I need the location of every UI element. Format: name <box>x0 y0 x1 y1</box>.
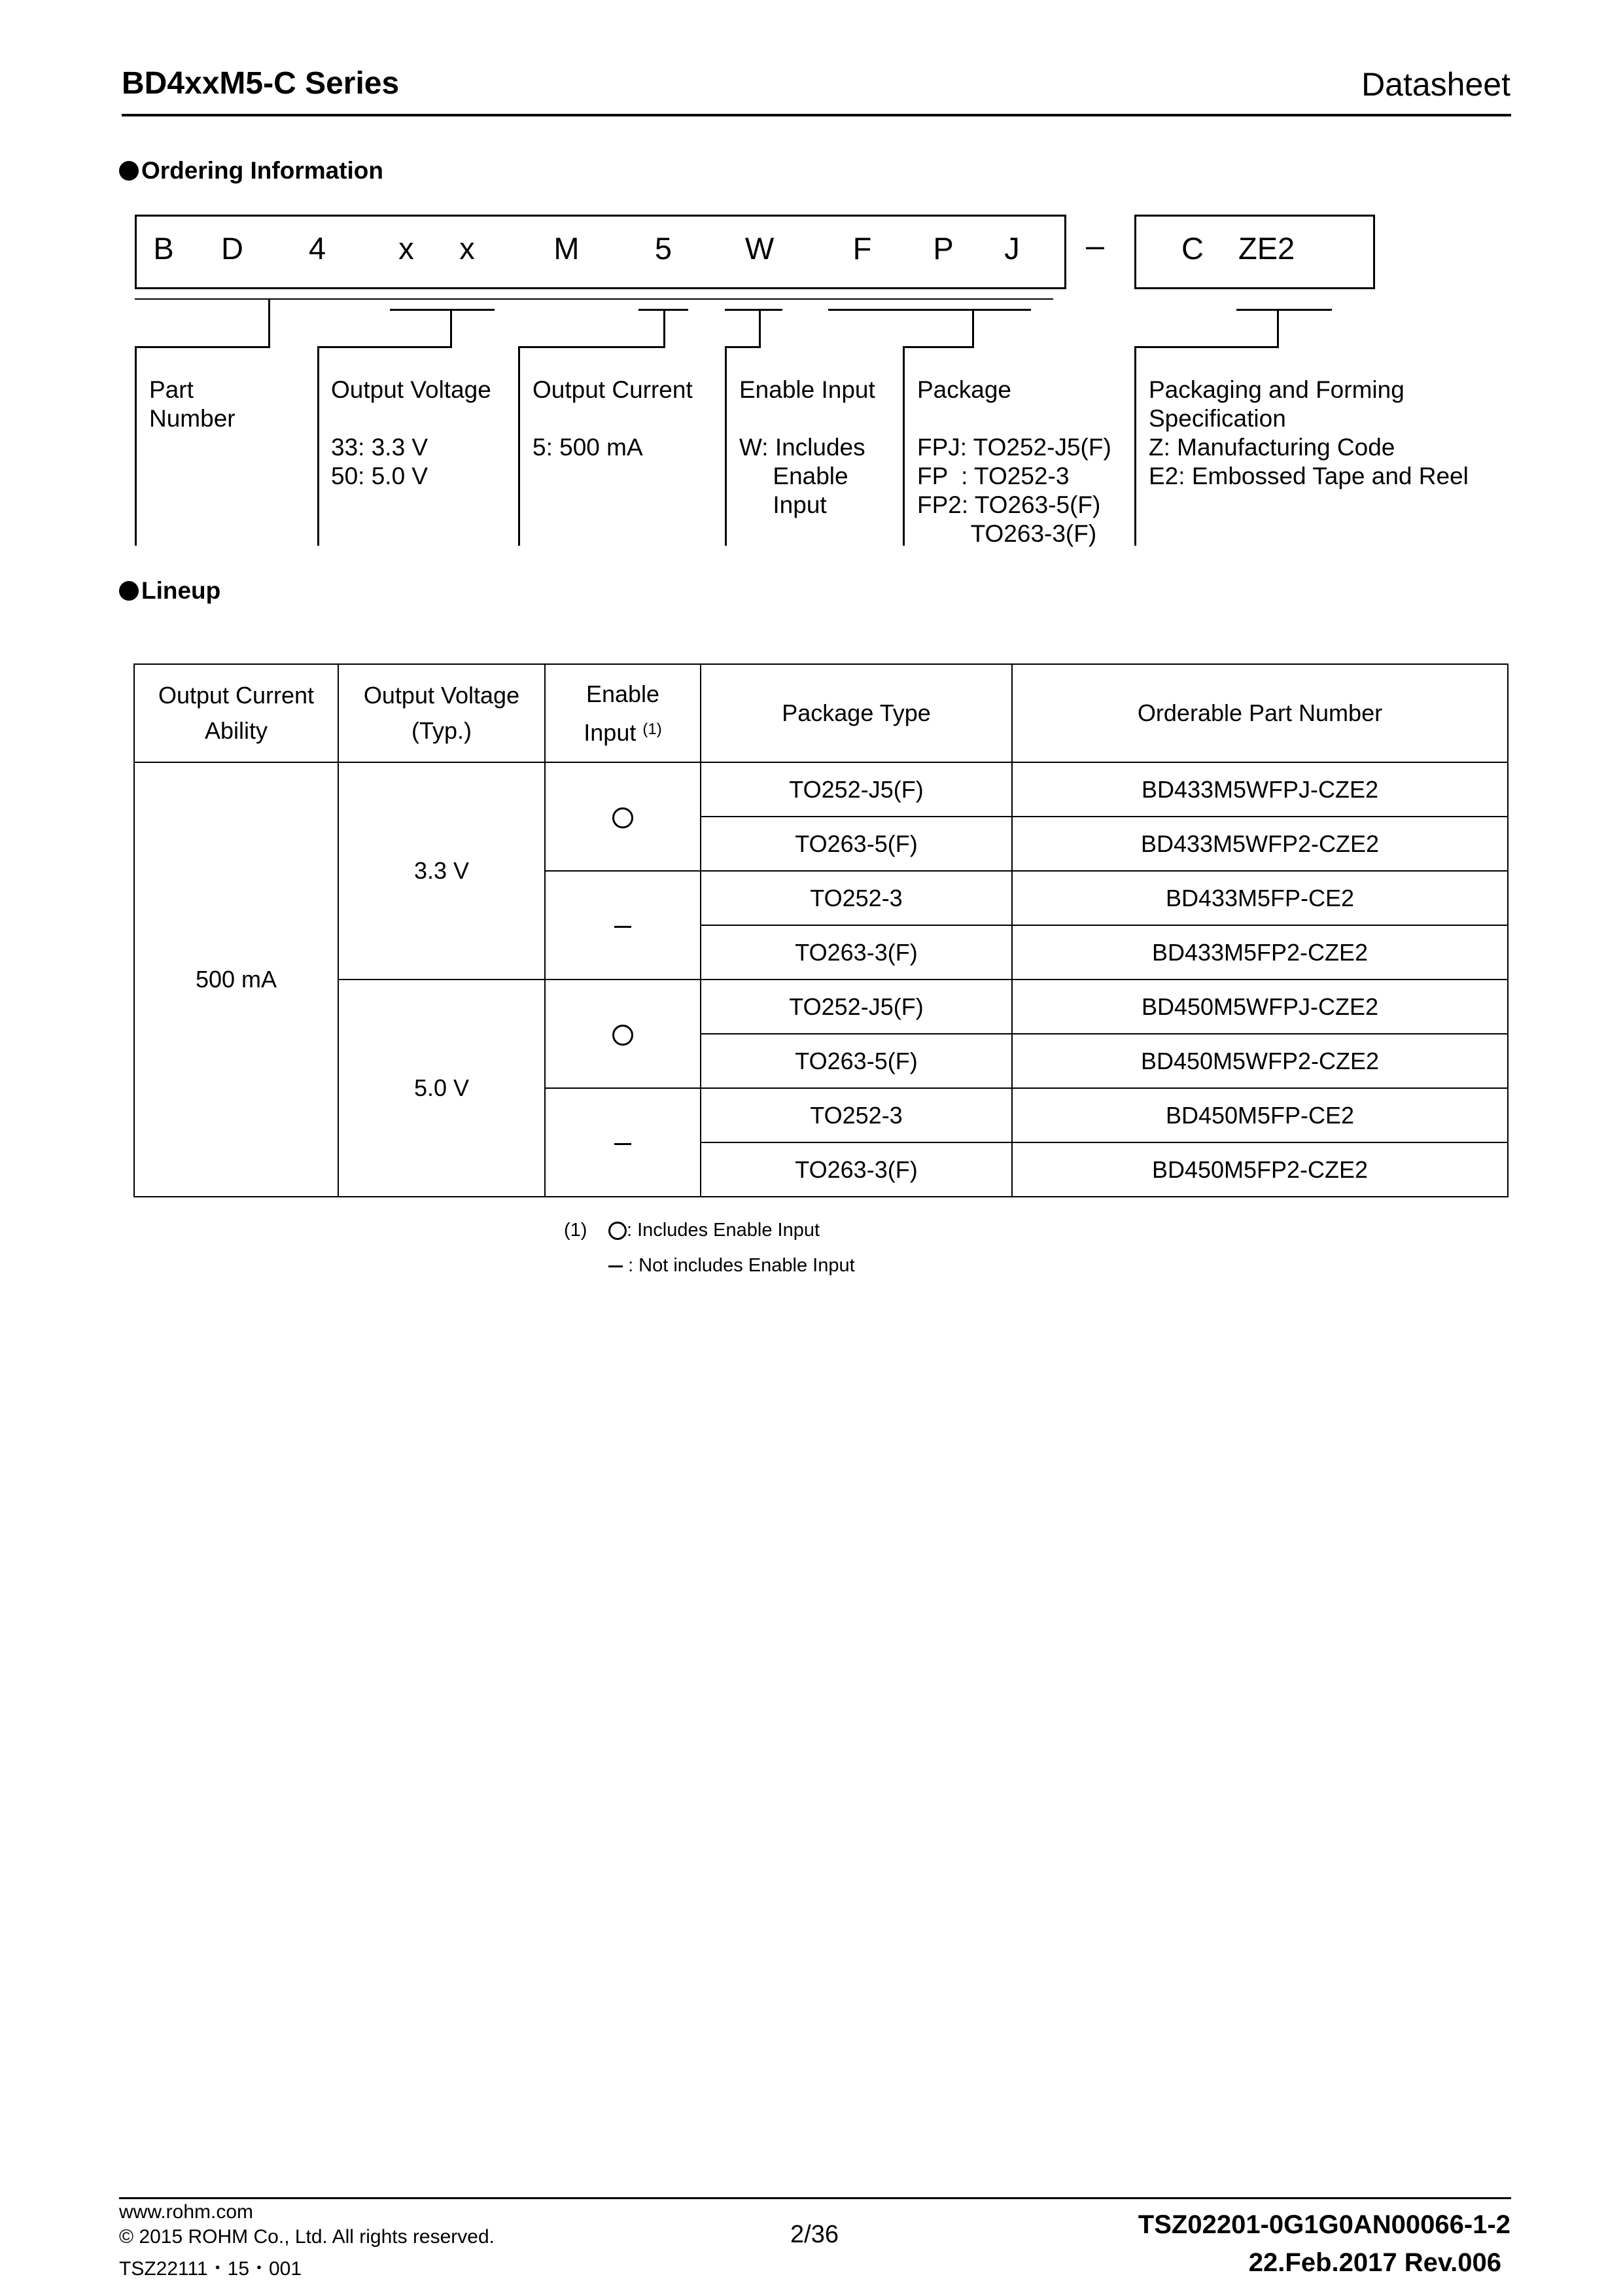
code-char: 4 <box>308 231 326 266</box>
series-title: BD4xxM5-C Series <box>122 66 400 101</box>
package-cell: TO252-3 <box>701 871 1012 925</box>
dash-icon <box>614 1143 631 1145</box>
part-cell: BD450M5WFPJ-CZE2 <box>1012 980 1508 1034</box>
connector-rule <box>135 298 1053 300</box>
part-cell: BD450M5FP2-CZE2 <box>1012 1142 1508 1197</box>
footer-page-number: 2/36 <box>790 2221 839 2248</box>
package-cell: TO252-J5(F) <box>701 980 1012 1034</box>
circle-icon <box>612 807 633 828</box>
col-header-voltage: Output Voltage (Typ.) <box>338 664 545 762</box>
circle-icon <box>608 1222 627 1240</box>
circle-icon <box>612 1025 633 1046</box>
connector-line <box>1236 309 1332 311</box>
col-header-enable <box>545 664 701 762</box>
col-header-enable-text: Enable Input <box>584 680 660 746</box>
table-row <box>134 762 1508 817</box>
output-current-values: 5: 500 mA <box>532 434 643 461</box>
connector-line <box>518 346 665 348</box>
package-cell: TO252-3 <box>701 1088 1012 1142</box>
code-char: J <box>1004 231 1020 266</box>
dash-icon <box>608 1265 623 1267</box>
connector-line <box>450 309 452 347</box>
connector-line <box>725 346 761 348</box>
packaging-values: Z: Manufacturing Code E2: Embossed Tape and Reel <box>1149 434 1469 489</box>
header-rule <box>122 114 1511 116</box>
connector-line <box>135 346 270 348</box>
output-voltage-values: 33: 3.3 V 50: 5.0 V <box>331 434 428 489</box>
connector-line <box>903 346 974 348</box>
connector-line <box>135 346 137 546</box>
col-header-current: Output Current Ability <box>134 664 338 762</box>
footnote-marker: (1) <box>564 1220 587 1241</box>
code-char: x <box>398 231 414 266</box>
enable-cell <box>545 762 701 871</box>
lineup-heading <box>119 577 220 605</box>
code-char: ZE2 <box>1238 231 1295 266</box>
package-cell: TO263-3(F) <box>701 1142 1012 1197</box>
dash-icon <box>614 926 631 928</box>
connector-line <box>268 298 270 347</box>
bullet-icon <box>119 161 139 181</box>
current-cell: 500 mA <box>134 762 338 1197</box>
connector-line <box>390 309 495 311</box>
footer-website[interactable]: www.rohm.com <box>119 2201 254 2223</box>
col-header-package: Package Type <box>701 664 1012 762</box>
footnote-includes <box>608 1220 820 1241</box>
code-char: x <box>459 231 475 266</box>
connector-line <box>828 309 1031 311</box>
code-char: B <box>153 231 174 266</box>
footnote-ref: (1) <box>642 720 662 738</box>
package-cell: TO263-5(F) <box>701 1034 1012 1088</box>
footer-form-code: TSZ22111・15・001 <box>119 2258 302 2280</box>
code-char: D <box>221 231 243 266</box>
enable-cell <box>545 871 701 980</box>
code-separator: – <box>1086 227 1104 264</box>
document-type: Datasheet <box>1361 66 1510 103</box>
table-row <box>134 980 1508 1034</box>
connector-line <box>725 346 727 546</box>
connector-line <box>725 309 782 311</box>
footer-revision: 22.Feb.2017 Rev.006 <box>1248 2248 1501 2277</box>
code-char: M <box>553 231 580 266</box>
voltage-cell: 3.3 V <box>338 762 545 980</box>
output-voltage-label: Output Voltage <box>331 376 491 403</box>
part-cell: BD450M5FP-CE2 <box>1012 1088 1508 1142</box>
code-char: W <box>744 231 775 266</box>
ordering-heading <box>119 157 383 185</box>
connector-line <box>317 346 452 348</box>
enable-input-values: W: Includes Enable Input <box>739 434 865 518</box>
footer-rule <box>119 2197 1511 2199</box>
part-cell: BD433M5WFPJ-CZE2 <box>1012 762 1508 817</box>
connector-line <box>972 309 974 347</box>
part-cell: BD450M5WFP2-CZE2 <box>1012 1034 1508 1088</box>
footer-copyright: © 2015 ROHM Co., Ltd. All rights reserved. <box>119 2226 495 2248</box>
lineup-heading-text: Lineup <box>141 577 221 604</box>
code-char: C <box>1181 231 1204 266</box>
bullet-icon <box>119 581 139 601</box>
enable-cell <box>545 1088 701 1197</box>
footer-doc-number: TSZ02201-0G1G0AN00066-1-2 <box>1138 2210 1510 2239</box>
package-cell: TO263-3(F) <box>701 925 1012 980</box>
col-header-part: Orderable Part Number <box>1012 664 1508 762</box>
part-cell: BD433M5FP-CE2 <box>1012 871 1508 925</box>
packaging-label: Packaging and Forming Specification <box>1149 376 1405 432</box>
package-cell: TO252-J5(F) <box>701 762 1012 817</box>
output-current-label: Output Current <box>532 376 693 403</box>
part-number-label: Part Number <box>149 376 236 432</box>
table-header-row <box>134 664 1508 762</box>
enable-input-label: Enable Input <box>739 376 875 403</box>
part-cell: BD433M5WFP2-CZE2 <box>1012 817 1508 871</box>
enable-cell <box>545 980 701 1088</box>
connector-line <box>1134 346 1279 348</box>
package-values: FPJ: TO252-J5(F) FP : TO252-3 FP2: TO263-5(F) TO263-3(F) <box>917 434 1111 547</box>
code-char: P <box>933 231 954 266</box>
package-label: Package <box>917 376 1011 403</box>
ordering-heading-text: Ordering Information <box>141 157 383 184</box>
connector-line <box>759 309 761 347</box>
voltage-cell: 5.0 V <box>338 980 545 1197</box>
footnote-not-includes <box>608 1255 855 1277</box>
connector-line <box>1134 346 1136 546</box>
connector-line <box>317 346 319 546</box>
lineup-table <box>133 663 1509 1197</box>
footnote-not-includes-text: : Not includes Enable Input <box>628 1255 855 1276</box>
connector-line <box>663 309 665 347</box>
connector-line <box>903 346 905 546</box>
connector-line <box>518 346 520 546</box>
footnote-includes-text: : Includes Enable Input <box>627 1220 820 1241</box>
connector-line <box>1277 309 1279 347</box>
code-char: 5 <box>654 231 672 266</box>
code-char: F <box>852 231 872 266</box>
part-cell: BD433M5FP2-CZE2 <box>1012 925 1508 980</box>
package-cell: TO263-5(F) <box>701 817 1012 871</box>
